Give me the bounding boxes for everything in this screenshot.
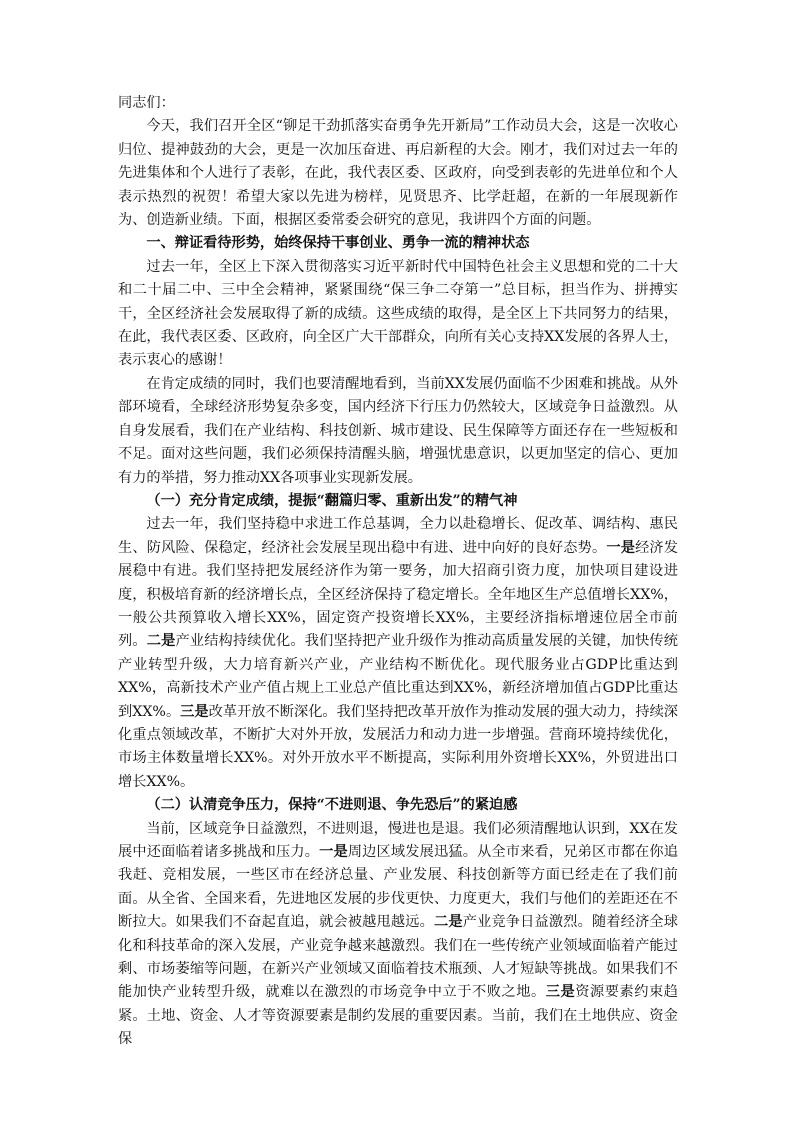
keyword-first: 一是: [319, 844, 348, 860]
keyword-first: 一是: [606, 539, 636, 556]
keyword-second: 二是: [433, 914, 463, 931]
text-run: 改革开放不断深化。我们坚持把改革开放作为推动发展的强大动力，持续深化重点领域改革，不断扩大对外开放，发展活力和动力进一步增强。营商环境持续优化，市场主体数量增长XX%。对外开放水平不断提高，实际利用外资增长XX%，外贸进出口增长XX%。: [118, 703, 678, 790]
salutation: 同志们：: [118, 95, 175, 111]
text-run: 过去一年，我们坚持稳中求进工作总基调，全力以赴稳增长、促改革、调结构、惠民生、防风险、保稳定，经济社会发展呈现出稳中有进、进中向好的良好态势。: [118, 516, 678, 556]
text-run: 产业竞争日益激烈。随着经济全球化和科技革命的深入发展，产业竞争越来越激烈。我们在一些传统产业领域面临着产能过剩、市场萎缩等问题，在新兴产业领域又面临着技术瓶颈、人才短缺等挑战。如果我们不能加快产业转型升级，就难以在激烈的市场竞争中立于不败之地。: [118, 914, 678, 1001]
text-run: 产业结构持续优化。我们坚持把产业升级作为推动高质量发展的关键，加快传统产业转型升级，大力培育新兴产业，产业结构不断优化。现代服务业占GDP比重达到XX%，高新技术产业产值占规上工业总产值比重达到XX%，新经济增加值占GDP比重达到XX%。: [118, 633, 678, 720]
intro-paragraph: 今天，我们召开全区“铆足干劲抓落实奋勇争先开新局”工作动员大会，这是一次收心归位、提神鼓劲的大会，更是一次加压奋进、再启新程的大会。刚才，我们对过去一年的先进集体和个人进行了表彰，在此，我代表区委、区政府，向受到表彰的先进单位和个人表示热烈的祝贺！希望大家以先进为榜样，见贤思齐、比学赶超，在新的一年展现新作为、创造新业绩。下面，根据区委常委会研究的意见，我讲四个方面的问题。: [118, 118, 678, 229]
text-run: 周边区域发展迅猛。从全市来看，兄弟区市都在你追我赶、竞相发展，一些区市在经济总量、产业发展、科技创新等方面已经走在了我们前面。从全省、全国来看，先进地区发展的步伐更快、力度更大，我们与他们的差距还在不断拉大。如果我们不奋起直追，就会被越甩越远。: [118, 844, 678, 931]
section-1-paragraph-2: 在肯定成绩的同时，我们也要清醒地看到，当前XX发展仍面临不少困难和挑战。从外部环境看，全球经济形势复杂多变，国内经济下行压力仍然较大，区域竞争日益激烈。从自身发展看，我们在产业结构、科技创新、城市建设、民生保障等方面还存在一些短板和不足。面对这些问题，我们必须保持清醒头脑，增强忧患意识，以更加坚定的信心、更加有力的举措，努力推动XX各项事业实现新发展。: [118, 375, 678, 486]
subsection-2-paragraph: [118, 818, 678, 1052]
section-1-paragraph-1: 过去一年，全区上下深入贯彻落实习近平新时代中国特色社会主义思想和党的二十大和二十届二中、三中全会精神，紧紧围绕“保三争二夺第一”总目标，担当作为、拼搏实干，全区经济社会发展取得了新的成绩。这些成绩的取得，是全区上下共同努力的结果，在此，我代表区委、区政府，向全区广大干部群众，向所有关心支持XX发展的各界人士，表示衷心的感谢！: [118, 258, 678, 369]
document-page: [118, 92, 678, 1052]
text-run: 资源要素约束趋紧。土地、资金、人才等资源要素是制约发展的重要因素。当前，我们在土地供应、资金保: [118, 984, 678, 1048]
keyword-third: 三是: [180, 703, 209, 720]
subsection-2-heading: （二）认清竞争压力，保持“不进则退、争先恐后”的紧迫感: [146, 797, 518, 814]
subsection-1-heading: （一）充分肯定成绩，提振“翻篇归零、重新出发”的精气神: [146, 492, 518, 509]
section-1-heading: 一、辩证看待形势，始终保持干事创业、勇争一流的精神状态: [146, 235, 530, 252]
subsection-1-paragraph: [118, 513, 678, 794]
text-run: 当前，区域竞争日益激烈，不进则退，慢进也是退。我们必须清醒地认识到，XX在发展中还面临着诸多挑战和压力。: [118, 820, 678, 860]
keyword-second: 二是: [146, 633, 176, 650]
text-run: 经济发展稳中有进。我们坚持把发展经济作为第一要务，加大招商引资力度，加快项目建设进度，积极培育新的经济增长点，全区经济保持了稳定增长。全年地区生产总值增长XX%，一般公共预算收入增长XX%，固定资产投资增长XX%，主要经济指标增速位居全市前列。: [118, 539, 678, 650]
keyword-third: 三是: [545, 984, 576, 1001]
